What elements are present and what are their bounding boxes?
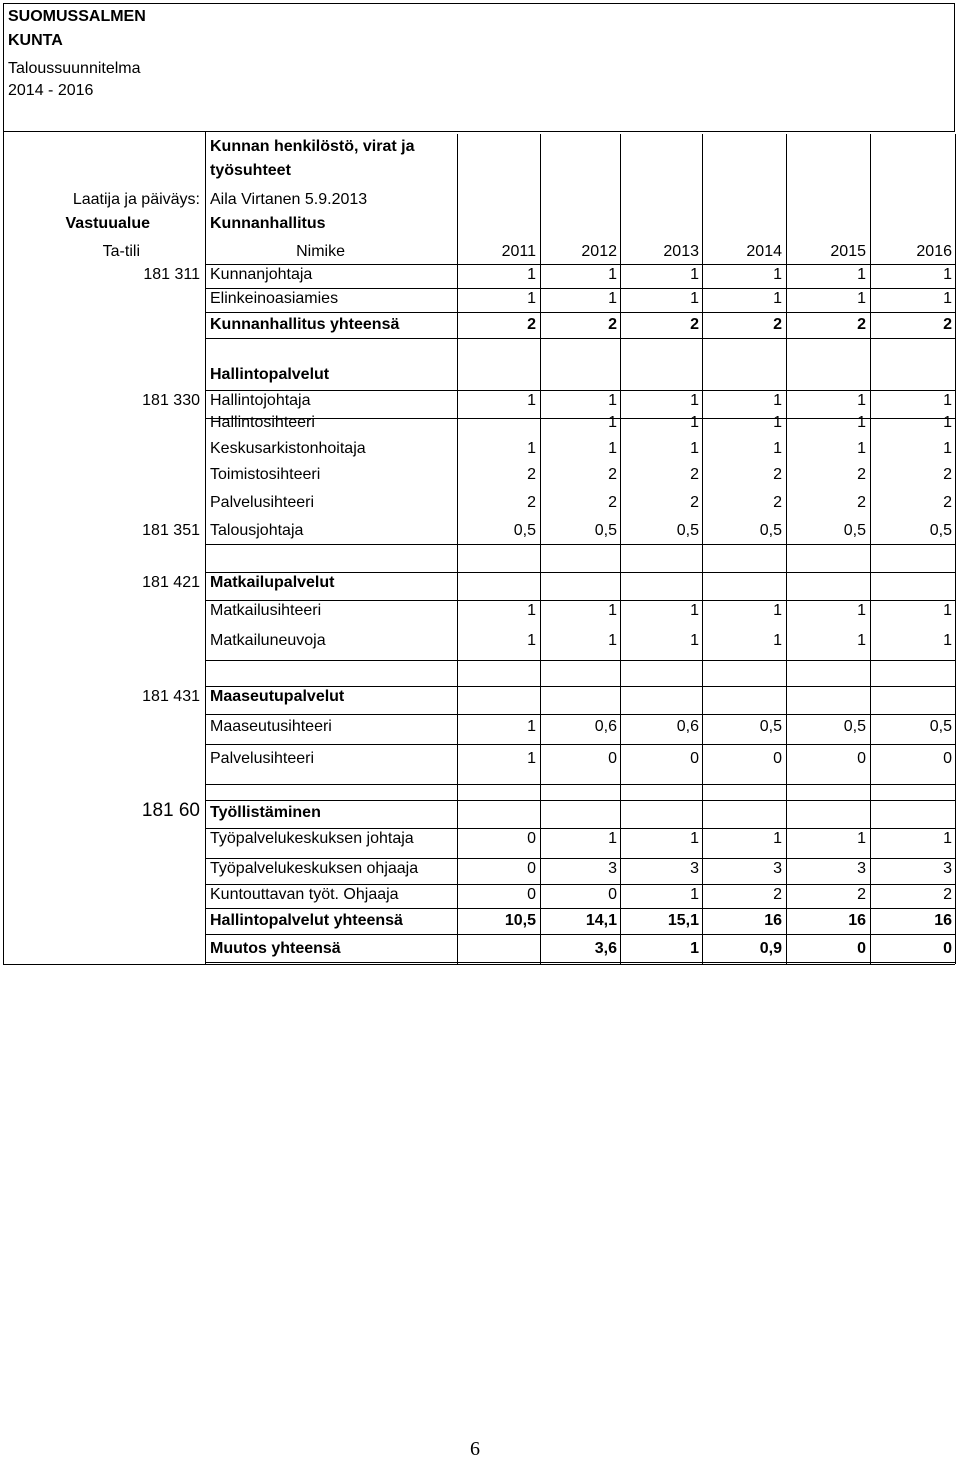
grid-hline bbox=[205, 934, 955, 935]
row-title: Maaseutusihteeri bbox=[210, 718, 332, 735]
row-value-2011: 2 bbox=[527, 494, 536, 511]
row-value-2014: 1 bbox=[773, 830, 782, 847]
row-title: Kunnanjohtaja bbox=[210, 266, 313, 283]
row-value-2014: 1 bbox=[773, 290, 782, 307]
row-value-2013: 1 bbox=[690, 940, 699, 957]
page-number: 6 bbox=[470, 1438, 480, 1460]
grid-vline bbox=[702, 134, 703, 964]
row-value-2015: 0,5 bbox=[843, 522, 866, 539]
grid-hline bbox=[205, 784, 955, 785]
row-value-2013: 0,5 bbox=[676, 522, 699, 539]
row-value-2012: 2 bbox=[608, 316, 617, 333]
row-value-2015: 2 bbox=[857, 494, 866, 511]
row-value-2014: 1 bbox=[773, 266, 782, 283]
grid-hline bbox=[205, 544, 955, 545]
row-value-2014: 1 bbox=[773, 602, 782, 619]
row-value-2016: 2 bbox=[943, 886, 952, 903]
row-value-2015: 1 bbox=[857, 290, 866, 307]
grid-vline bbox=[786, 134, 787, 964]
row-value-2015: 1 bbox=[857, 392, 866, 409]
row-value-2011: 1 bbox=[527, 718, 536, 735]
plan-period: 2014 - 2016 bbox=[8, 82, 94, 99]
row-title: Keskusarkistonhoitaja bbox=[210, 440, 366, 457]
row-value-2016: 1 bbox=[943, 414, 952, 431]
row-value-2012: 3 bbox=[608, 860, 617, 877]
row-value-2014: 1 bbox=[773, 392, 782, 409]
row-value-2013: 1 bbox=[690, 886, 699, 903]
row-value-2011: 0 bbox=[527, 830, 536, 847]
row-value-2011: 1 bbox=[527, 392, 536, 409]
row-account-code: 181 431 bbox=[142, 688, 200, 705]
grid-vline bbox=[870, 134, 871, 964]
row-value-2016: 0,5 bbox=[929, 718, 952, 735]
row-value-2013: 2 bbox=[690, 466, 699, 483]
grid-vline bbox=[540, 134, 541, 964]
row-value-2013: 3 bbox=[690, 860, 699, 877]
row-value-2012: 14,1 bbox=[585, 912, 617, 929]
header-frame bbox=[3, 3, 955, 132]
row-value-2013: 2 bbox=[690, 316, 699, 333]
row-value-2015: 0 bbox=[857, 940, 866, 957]
row-value-2013: 1 bbox=[690, 830, 699, 847]
row-value-2016: 0 bbox=[943, 940, 952, 957]
row-title: Muutos yhteensä bbox=[210, 940, 341, 957]
grid-hline bbox=[205, 884, 955, 885]
col-header-year: 2014 bbox=[746, 243, 782, 260]
row-value-2012: 0,5 bbox=[594, 522, 617, 539]
row-value-2014: 2 bbox=[773, 886, 782, 903]
row-value-2012: 0,6 bbox=[594, 718, 617, 735]
row-title: Hallintopalvelut bbox=[210, 366, 330, 383]
row-title: Työpalvelukeskuksen ohjaaja bbox=[210, 860, 419, 877]
grid-vline bbox=[3, 132, 4, 964]
row-value-2011: 1 bbox=[527, 440, 536, 457]
row-value-2015: 0 bbox=[857, 750, 866, 767]
row-value-2013: 1 bbox=[690, 632, 699, 649]
row-value-2011: 1 bbox=[527, 632, 536, 649]
unit-label: Vastuualue bbox=[65, 215, 150, 232]
row-value-2014: 16 bbox=[764, 912, 782, 929]
grid-hline bbox=[205, 572, 955, 573]
row-value-2011: 1 bbox=[527, 266, 536, 283]
row-value-2014: 0 bbox=[773, 750, 782, 767]
row-value-2015: 1 bbox=[857, 440, 866, 457]
row-value-2012: 1 bbox=[608, 414, 617, 431]
row-value-2016: 1 bbox=[943, 830, 952, 847]
grid-hline bbox=[205, 600, 955, 601]
row-value-2011: 10,5 bbox=[504, 912, 536, 929]
row-value-2012: 1 bbox=[608, 440, 617, 457]
row-value-2012: 1 bbox=[608, 266, 617, 283]
grid-hline bbox=[205, 744, 955, 745]
row-value-2016: 1 bbox=[943, 290, 952, 307]
row-title: Kunnanhallitus yhteensä bbox=[210, 316, 400, 333]
row-value-2011: 1 bbox=[527, 750, 536, 767]
row-title: Matkailupalvelut bbox=[210, 574, 335, 591]
row-value-2014: 2 bbox=[773, 494, 782, 511]
row-value-2015: 0,5 bbox=[843, 718, 866, 735]
grid-hline bbox=[3, 964, 955, 965]
grid-hline bbox=[205, 288, 955, 289]
grid-hline bbox=[205, 962, 955, 963]
row-title: Palvelusihteeri bbox=[210, 750, 315, 767]
unit-value: Kunnanhallitus bbox=[210, 215, 326, 232]
row-value-2014: 1 bbox=[773, 414, 782, 431]
row-value-2013: 1 bbox=[690, 440, 699, 457]
col-header-year: 2016 bbox=[916, 243, 952, 260]
row-value-2016: 0,5 bbox=[929, 522, 952, 539]
row-title: Maaseutupalvelut bbox=[210, 688, 345, 705]
row-account-code: 181 421 bbox=[142, 574, 200, 591]
row-value-2011: 2 bbox=[527, 466, 536, 483]
row-title: Elinkeinoasiamies bbox=[210, 290, 339, 307]
row-value-2012: 1 bbox=[608, 602, 617, 619]
row-title: Matkailusihteeri bbox=[210, 602, 322, 619]
row-account-code: 181 330 bbox=[142, 392, 200, 409]
row-value-2016: 2 bbox=[943, 466, 952, 483]
row-value-2014: 2 bbox=[773, 466, 782, 483]
row-value-2011: 0,5 bbox=[513, 522, 536, 539]
grid-hline bbox=[205, 858, 955, 859]
row-value-2014: 1 bbox=[773, 632, 782, 649]
row-value-2014: 2 bbox=[773, 316, 782, 333]
row-value-2015: 2 bbox=[857, 886, 866, 903]
grid-hline bbox=[205, 908, 955, 909]
row-value-2013: 0 bbox=[690, 750, 699, 767]
row-value-2011: 0 bbox=[527, 860, 536, 877]
row-value-2016: 2 bbox=[943, 316, 952, 333]
row-value-2015: 16 bbox=[848, 912, 866, 929]
grid-hline bbox=[205, 338, 955, 339]
row-value-2012: 1 bbox=[608, 392, 617, 409]
row-title: Toimistosihteeri bbox=[210, 466, 321, 483]
row-value-2012: 1 bbox=[608, 632, 617, 649]
plan-name: Taloussuunnitelma bbox=[8, 60, 141, 77]
row-value-2016: 1 bbox=[943, 602, 952, 619]
row-account-code: 181 311 bbox=[143, 266, 200, 283]
grid-vline bbox=[955, 134, 956, 964]
row-title: Palvelusihteeri bbox=[210, 494, 315, 511]
col-header-year: 2012 bbox=[581, 243, 617, 260]
row-value-2015: 2 bbox=[857, 466, 866, 483]
row-account-code: 181 351 bbox=[142, 522, 200, 539]
row-value-2014: 1 bbox=[773, 440, 782, 457]
row-value-2013: 1 bbox=[690, 414, 699, 431]
grid-hline bbox=[205, 390, 955, 391]
row-value-2011: 1 bbox=[527, 602, 536, 619]
row-title: Matkailuneuvoja bbox=[210, 632, 326, 649]
row-value-2011: 1 bbox=[527, 290, 536, 307]
row-title: Hallintosihteeri bbox=[210, 414, 315, 431]
grid-hline bbox=[205, 800, 955, 801]
row-value-2016: 1 bbox=[943, 392, 952, 409]
row-value-2016: 1 bbox=[943, 440, 952, 457]
grid-hline bbox=[205, 828, 955, 829]
author-label: Laatija ja päiväys: bbox=[72, 191, 200, 208]
grid-vline bbox=[620, 134, 621, 964]
row-title: Hallintojohtaja bbox=[210, 392, 311, 409]
row-title: Hallintopalvelut yhteensä bbox=[210, 912, 403, 929]
row-value-2013: 1 bbox=[690, 266, 699, 283]
row-value-2011: 0 bbox=[527, 886, 536, 903]
grid-hline bbox=[205, 686, 955, 687]
row-value-2012: 0 bbox=[608, 750, 617, 767]
row-value-2015: 1 bbox=[857, 632, 866, 649]
col-header-year: 2015 bbox=[830, 243, 866, 260]
row-value-2012: 3,6 bbox=[594, 940, 617, 957]
row-value-2014: 3 bbox=[773, 860, 782, 877]
row-title: Kuntouttavan työt. Ohjaaja bbox=[210, 886, 399, 903]
row-value-2016: 2 bbox=[943, 494, 952, 511]
row-value-2015: 2 bbox=[857, 316, 866, 333]
grid-hline bbox=[205, 312, 955, 313]
row-value-2015: 1 bbox=[857, 266, 866, 283]
row-value-2016: 1 bbox=[943, 632, 952, 649]
author-value: Aila Virtanen 5.9.2013 bbox=[210, 191, 368, 208]
row-title: Talousjohtaja bbox=[210, 522, 304, 539]
row-value-2015: 1 bbox=[857, 414, 866, 431]
row-value-2013: 2 bbox=[690, 494, 699, 511]
page-title-line1: Kunnan henkilöstö, virat ja bbox=[210, 138, 415, 155]
org-name-line1: SUOMUSSALMEN bbox=[8, 8, 146, 25]
row-account-code: 181 60 bbox=[141, 800, 200, 821]
row-value-2013: 1 bbox=[690, 392, 699, 409]
row-value-2015: 1 bbox=[857, 602, 866, 619]
row-value-2013: 0,6 bbox=[676, 718, 699, 735]
row-value-2011: 2 bbox=[527, 316, 536, 333]
row-value-2013: 1 bbox=[690, 290, 699, 307]
row-value-2013: 1 bbox=[690, 602, 699, 619]
grid-hline bbox=[205, 714, 955, 715]
row-value-2012: 2 bbox=[608, 494, 617, 511]
row-value-2016: 0 bbox=[943, 750, 952, 767]
col-header-account: Ta-tili bbox=[102, 243, 140, 260]
row-title: Työpalvelukeskuksen johtaja bbox=[210, 830, 414, 847]
col-header-year: 2013 bbox=[663, 243, 699, 260]
grid-hline bbox=[205, 264, 955, 265]
row-value-2015: 3 bbox=[857, 860, 866, 877]
grid-vline bbox=[205, 132, 206, 964]
row-value-2015: 1 bbox=[857, 830, 866, 847]
col-header-year: 2011 bbox=[501, 243, 536, 260]
grid-hline bbox=[205, 660, 955, 661]
row-value-2014: 0,5 bbox=[759, 718, 782, 735]
grid-vline bbox=[457, 134, 458, 964]
org-name-line2: KUNTA bbox=[8, 32, 63, 49]
row-value-2012: 2 bbox=[608, 466, 617, 483]
row-value-2014: 0,9 bbox=[759, 940, 782, 957]
row-value-2013: 15,1 bbox=[667, 912, 699, 929]
row-value-2014: 0,5 bbox=[759, 522, 782, 539]
row-value-2016: 16 bbox=[934, 912, 952, 929]
row-value-2012: 1 bbox=[608, 830, 617, 847]
page-title-line2: työsuhteet bbox=[210, 162, 291, 179]
row-title: Työllistäminen bbox=[210, 804, 321, 821]
row-value-2012: 1 bbox=[608, 290, 617, 307]
row-value-2016: 3 bbox=[943, 860, 952, 877]
row-value-2012: 0 bbox=[608, 886, 617, 903]
row-value-2016: 1 bbox=[943, 266, 952, 283]
col-header-name: Nimike bbox=[296, 243, 345, 260]
